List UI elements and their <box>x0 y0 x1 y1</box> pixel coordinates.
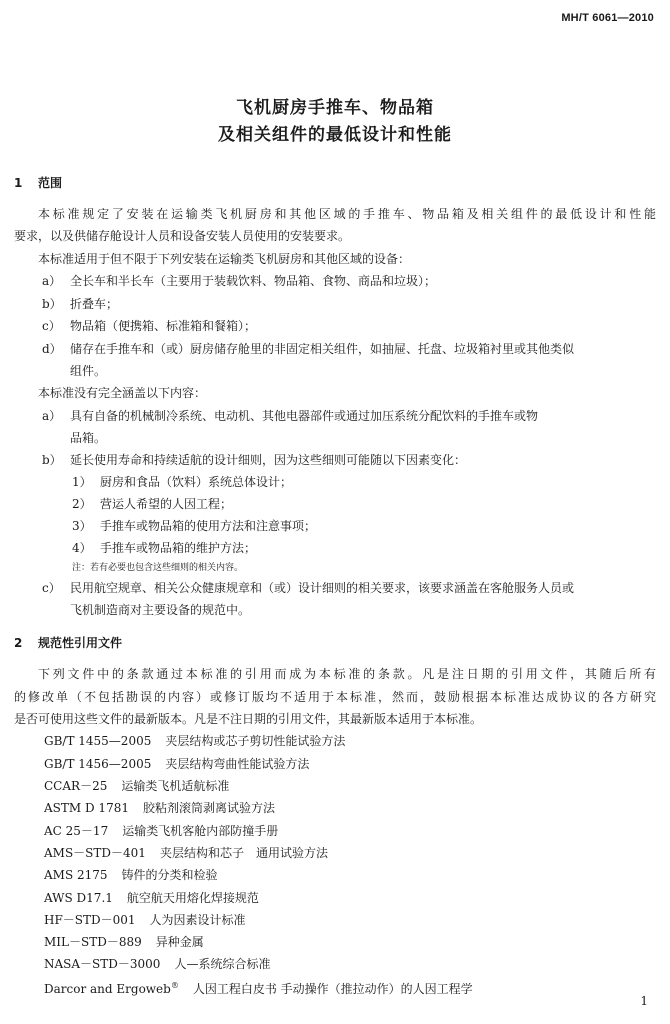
reference-code: HF－STD－001 <box>44 913 136 927</box>
paragraph-line: 要求，以及供储存舱设计人员和设备安装人员使用的安装要求。 <box>14 229 351 243</box>
reference-title: 夹层结构或芯子剪切性能试验方法 <box>165 734 346 748</box>
reference-code: GB/T 1456—2005 <box>44 757 152 771</box>
reference-item <box>44 890 259 906</box>
list-text: 具有自备的机械制冷系统、电动机、其他电器部件或通过加压系统分配饮料的手推车或物 <box>70 409 539 423</box>
reference-item <box>44 733 345 749</box>
reference-title: 人—系统综合标准 <box>174 957 271 971</box>
reference-title: 铸件的分类和检验 <box>121 868 218 882</box>
reference-item <box>44 823 278 839</box>
sublist-item <box>72 496 232 512</box>
reference-title: 异种金属 <box>155 935 204 949</box>
reference-title: 运输类飞机客舱内部防撞手册 <box>122 824 279 838</box>
reference-code: ASTM D 1781 <box>44 801 129 815</box>
reference-item <box>44 778 229 794</box>
sublist-item <box>72 518 316 534</box>
reference-code: CCAR－25 <box>44 779 108 793</box>
reference-code: MIL－STD－889 <box>44 935 142 949</box>
reference-item <box>44 912 246 928</box>
paragraph-line: 的修改单（不包括勘误的内容）或修订版均不适用于本标准，然而，鼓励根据本标准达成协议的各方研究 <box>14 690 656 704</box>
list-text: 民用航空规章、相关公众健康规章和（或）设计细则的相关要求，该要求涵盖在客舱服务人员或 <box>70 581 575 595</box>
sublist-text: 手推车或物品箱的使用方法和注意事项； <box>100 519 317 533</box>
list-text: 物品箱（便携箱、标准箱和餐箱）； <box>70 319 257 333</box>
reference-item <box>44 867 218 883</box>
reference-title: 人因工程白皮书 手动操作（推拉动作）的人因工程学 <box>192 982 473 996</box>
registered-mark: ® <box>170 981 179 990</box>
reference-title: 夹层结构弯曲性能试验方法 <box>165 757 310 771</box>
section-heading <box>14 634 122 651</box>
reference-code: AWS D17.1 <box>44 891 113 905</box>
sublist-item <box>72 540 256 556</box>
reference-item <box>44 800 275 816</box>
sublist-item <box>72 474 292 490</box>
list-item <box>42 273 436 289</box>
sublist-text: 手推车或物品箱的维护方法； <box>100 541 257 555</box>
section-number: 2 <box>14 636 23 650</box>
reference-code: GB/T 1455—2005 <box>44 734 152 748</box>
reference-item <box>44 978 473 997</box>
list-text: 储存在手推车和（或）厨房储存舱里的非固定相关组件，如抽屉、托盘、垃圾箱衬里或其他类似 <box>70 342 575 356</box>
paragraph-line: 本标准规定了安装在运输类飞机厨房和其他区域的手推车、物品箱及相关组件的最低设计和性能 <box>38 207 656 221</box>
sublist-label: 1） <box>72 475 92 489</box>
reference-item <box>44 756 309 772</box>
section-number: 1 <box>14 176 23 190</box>
sublist-label: 4） <box>72 541 92 555</box>
paragraph-line: 是否可使用这些文件的最新版本。凡是不注日期的引用文件，其最新版本适用于本标准。 <box>14 712 483 726</box>
list-label: a） <box>42 409 62 423</box>
section-heading <box>14 174 62 191</box>
note: 注：若有必要也包含这些细则的相关内容。 <box>72 563 244 573</box>
reference-item <box>44 934 204 950</box>
list-text: 折叠车； <box>70 297 119 311</box>
paragraph-line: 本标准适用于但不限于下列安装在运输类飞机厨房和其他区域的设备： <box>38 252 411 266</box>
reference-code: NASA－STD－3000 <box>44 957 161 971</box>
list-label: d） <box>42 342 62 356</box>
list-item-continuation: 品箱。 <box>70 431 107 445</box>
list-text: 全长车和半长车（主要用于装载饮料、物品箱、食物、商品和垃圾）； <box>70 274 437 288</box>
reference-item <box>44 845 328 861</box>
list-label: a） <box>42 274 62 288</box>
reference-title: 夹层结构和芯子 通用试验方法 <box>159 846 328 860</box>
list-label: b） <box>42 453 62 467</box>
reference-title: 人为因素设计标准 <box>149 913 246 927</box>
paragraph-line: 下列文件中的条款通过本标准的引用而成为本标准的条款。凡是注日期的引用文件，其随后所有 <box>38 667 656 681</box>
document-title-line2: 及相关组件的最低设计和性能 <box>218 125 452 145</box>
page-number: 1 <box>640 994 648 1008</box>
reference-item <box>44 956 270 972</box>
standard-code: MH/T 6061—2010 <box>561 12 654 24</box>
sublist-label: 3） <box>72 519 92 533</box>
sublist-label: 2） <box>72 497 92 511</box>
reference-title: 航空航天用熔化焊接规范 <box>126 891 259 905</box>
document-title-line1: 飞机厨房手推车、物品箱 <box>236 98 434 118</box>
list-item <box>42 408 538 424</box>
reference-title: 运输类飞机适航标准 <box>121 779 230 793</box>
list-item <box>42 341 574 357</box>
list-item-continuation: 组件。 <box>70 364 107 378</box>
list-item <box>42 580 574 596</box>
reference-code: AC 25－17 <box>44 824 109 838</box>
reference-code: AMS－STD－401 <box>44 846 146 860</box>
list-item-continuation: 飞机制造商对主要设备的规范中。 <box>70 603 251 617</box>
reference-code: AMS 2175 <box>44 868 108 882</box>
sublist-text: 营运人希望的人因工程； <box>100 497 233 511</box>
paragraph-line: 本标准没有完全涵盖以下内容： <box>38 386 207 400</box>
list-item <box>42 318 256 334</box>
sublist-text: 厨房和食品（饮料）系统总体设计； <box>100 475 293 489</box>
list-label: c） <box>42 319 61 333</box>
list-item <box>42 452 466 468</box>
list-item <box>42 296 118 312</box>
list-label: b） <box>42 297 62 311</box>
reference-title: 胶粘剂滚筒剥离试验方法 <box>142 801 275 815</box>
list-label: c） <box>42 581 61 595</box>
reference-code: Darcor and Ergoweb <box>44 982 171 996</box>
list-text: 延长使用寿命和持续适航的设计细则，因为这些细则可能随以下因素变化： <box>70 453 467 467</box>
section-title: 规范性引用文件 <box>38 636 123 650</box>
section-title: 范围 <box>38 176 63 190</box>
